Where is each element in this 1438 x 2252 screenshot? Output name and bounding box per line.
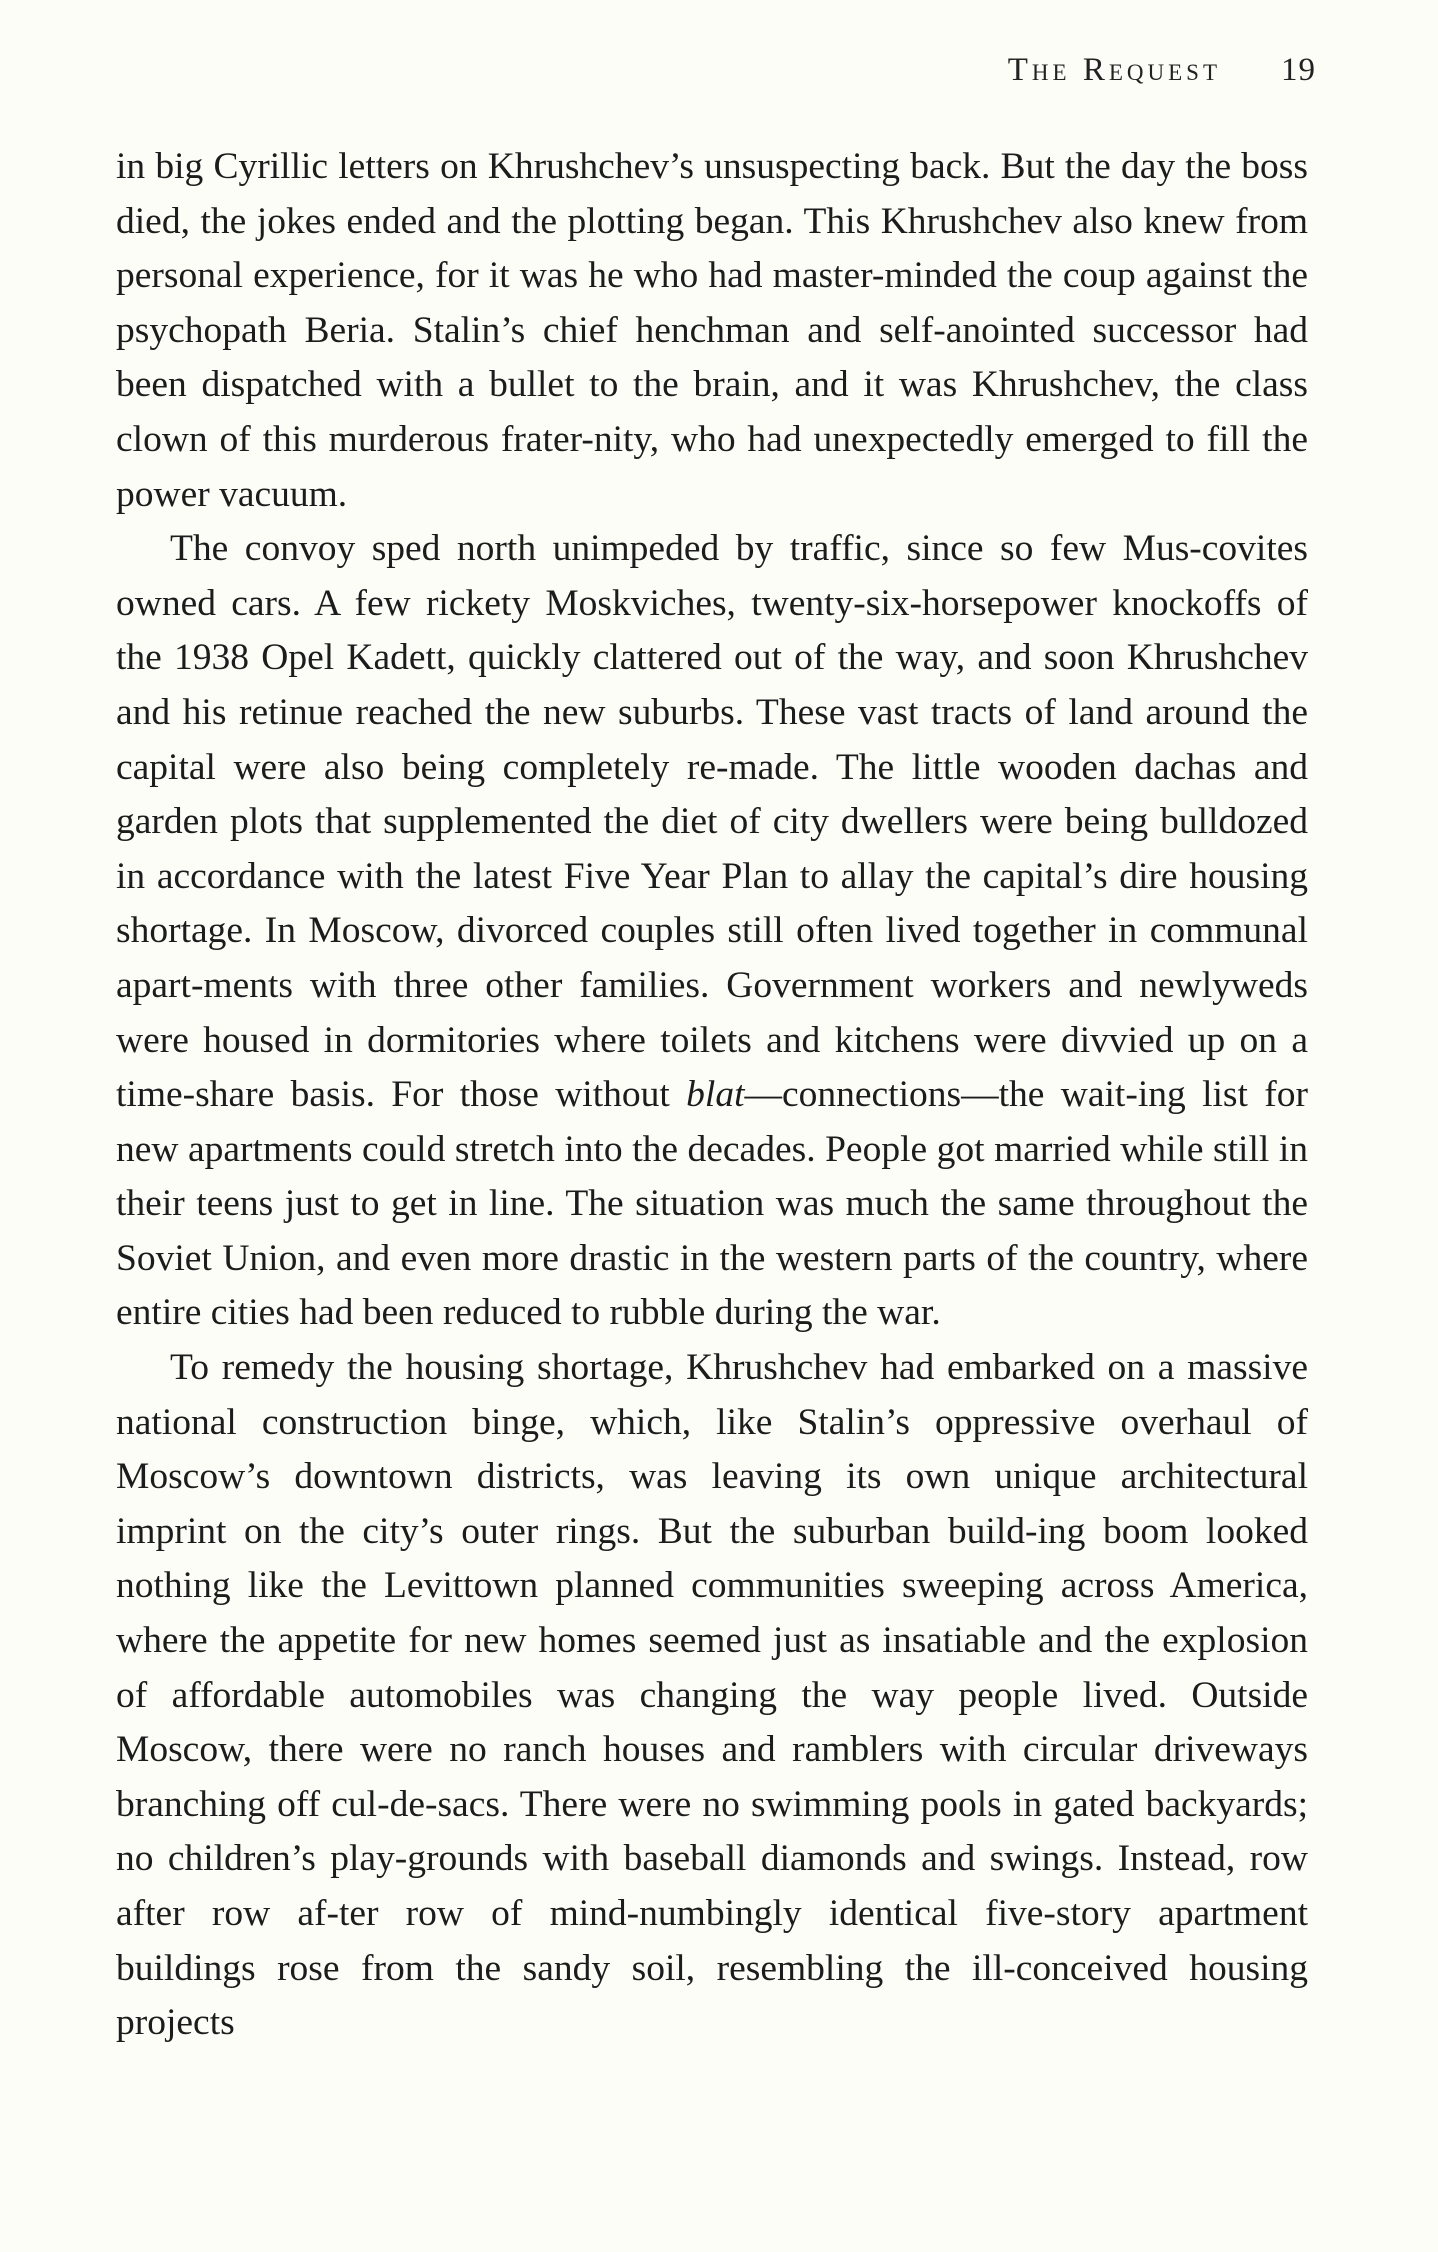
paragraph-1 <box>116 140 1308 522</box>
body-text <box>116 140 1308 2051</box>
running-header <box>1008 52 1316 102</box>
paragraph-2-text-after: —connections—the wait-ing list for new apartments could stretch into the decades. People got married while still in their teens just to get in line. The situation was much the same throughout the Soviet Union, and even more drastic in the western parts of the country, where entire cities had been reduced to rubble during the war. <box>116 1074 1308 1334</box>
paragraph-2 <box>116 522 1308 1341</box>
running-title: The Request <box>1007 52 1221 88</box>
paragraph-3 <box>116 1341 1308 2051</box>
paragraph-2-italic-term: blat <box>686 1074 745 1116</box>
page-number: 19 <box>1281 52 1316 88</box>
paragraph-2-text: The convoy sped north unimpeded by traffic, since so few Mus-covites owned cars. A few rickety Moskviches, twenty-six-horsepower knockoffs of the 1938 Opel Kadett, quickly clattered out of the way, and soon Khrushchev and his retinue reached the new suburbs. These vast tracts of land around the capital were also being completely re-made. The little wooden dachas and garden plots that supplemented the diet of city dwellers were being bulldozed in accordance with the latest Five Year Plan to allay the capital’s dire housing shortage. In Moscow, divorced couples still often lived together in communal apart-ments with three other families. Government workers and newlyweds were housed in dormitories where toilets and kitchens were divvied up on a time-share basis. For those without <box>116 528 1308 1116</box>
paragraph-3-text: To remedy the housing shortage, Khrushchev had embarked on a massive national construction binge, which, like Stalin’s oppressive overhaul of Moscow’s downtown districts, was leaving its own unique architectural imprint on the city’s outer rings. But the suburban build-ing boom looked nothing like the Levittown planned communities sweeping across America, where the appetite for new homes seemed just as insatiable and the explosion of affordable automobiles was changing the way people lived. Outside Moscow, there were no ranch houses and ramblers with circular driveways branching off cul-de-sacs. There were no swimming pools in gated backyards; no children’s play-grounds with baseball diamonds and swings. Instead, row after row af-ter row of mind-numbingly identical five-story apartment buildings rose from the sandy soil, resembling the ill-conceived housing projects <box>116 1347 1308 2044</box>
paragraph-1-text: in big Cyrillic letters on Khrushchev’s unsuspecting back. But the day the boss died, the jokes ended and the plotting began. This Khrushchev also knew from personal experience, for it was he who had master-minded the coup against the psychopath Beria. Stalin’s chief henchman and self-anointed successor had been dispatched with a bullet to the brain, and it was Khrushchev, the class clown of this murderous frater-nity, who had unexpectedly emerged to fill the power vacuum. <box>116 146 1308 515</box>
